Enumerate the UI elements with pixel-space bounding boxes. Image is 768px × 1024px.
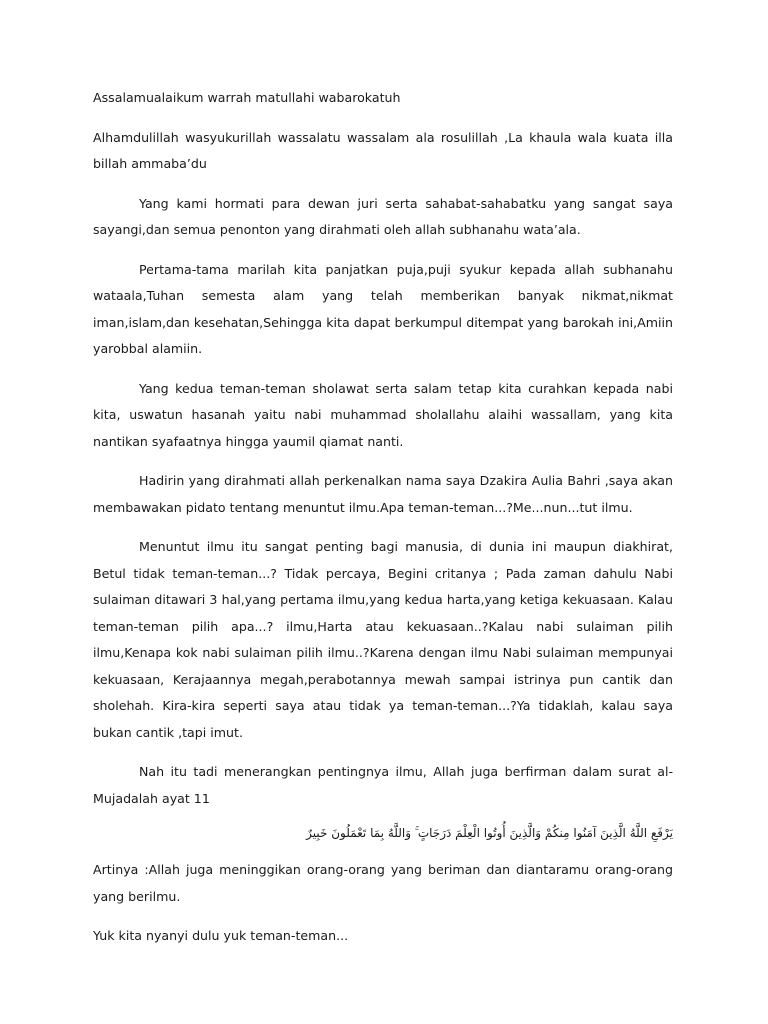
paragraph-introduction: Hadirin yang dirahmati allah perkenalkan nama saya Dzakira Aulia Bahri ,saya akan membawakan pidato tentang menuntut ilmu.Apa teman-teman...?Me...nun...tut ilmu.: [93, 473, 673, 515]
opening-paragraph: Alhamdulillah wasyukurillah wassalatu wassalam ala rosulillah ,La khaula wala kuata illa billah ammaba’du: [93, 129, 673, 171]
document-page: [93, 85, 673, 950]
arabic-verse: يَرْفَعِ اللَّهُ الَّذِينَ آمَنُوا مِنكُمْ وَالَّذِينَ أُوتُوا الْعِلْمَ دَرَجَاتٍ ۚ وَاللَّهُ بِمَا تَعْمَلُونَ خَبِيرٌ: [306, 826, 673, 840]
paragraph-salutation: Yang kami hormati para dewan juri serta sahabat-sahabatku yang sangat saya sayangi,dan semua penonton yang dirahmati oleh allah subhanahu wata’ala.: [93, 195, 673, 237]
paragraph-story: Menuntut ilmu itu sangat penting bagi manusia, di dunia ini maupun diakhirat, Betul tidak teman-teman...? Tidak percaya, Begini critanya ; Pada zaman dahulu Nabi sulaiman ditawari 3 hal,yang pertama ilmu,yang kedua harta,yang ketiga kekuasaan. Kalau teman-teman pilih apa...? ilmu,Harta atau kekuasaan..?Kalau nabi sulaiman pilih ilmu,Kenapa kok nabi sulaiman pilih ilmu..?Karena dengan ilmu Nabi sulaiman mempunyai kekuasaan, Kerajaannya megah,perabotannya mewah sampai istrinya pun cantik dan sholehah. Kira-kira seperti saya atau tidak ya teman-teman...?Ya tidaklah, kalau saya bukan cantik ,tapi imut.: [93, 539, 673, 740]
translation-paragraph: Artinya :Allah juga meninggikan orang-orang yang beriman dan diantaramu orang-orang yang berilmu.: [93, 862, 673, 904]
paragraph-sholawat: Yang kedua teman-teman sholawat serta salam tetap kita curahkan kepada nabi kita, uswatun hasanah yaitu nabi muhammad sholallahu alaihi wassallam, yang kita nantikan syafaatnya hingga yaumil qiamat nanti.: [93, 380, 673, 449]
greeting: Assalamualaikum warrah matullahi wabarokatuh: [93, 90, 401, 105]
closing-line: Yuk kita nyanyi dulu yuk teman-teman...: [93, 928, 349, 943]
paragraph-verse-intro: Nah itu tadi menerangkan pentingnya ilmu, Allah juga berfirman dalam surat al-Mujadalah ayat 11: [93, 764, 673, 806]
paragraph-gratitude: Pertama-tama marilah kita panjatkan puja,puji syukur kepada allah subhanahu wataala,Tuhan semesta alam yang telah memberikan banyak nikmat,nikmat iman,islam,dan kesehatan,Sehingga kita dapat berkumpul ditempat yang barokah ini,Amiin yarobbal alamiin.: [93, 261, 673, 356]
